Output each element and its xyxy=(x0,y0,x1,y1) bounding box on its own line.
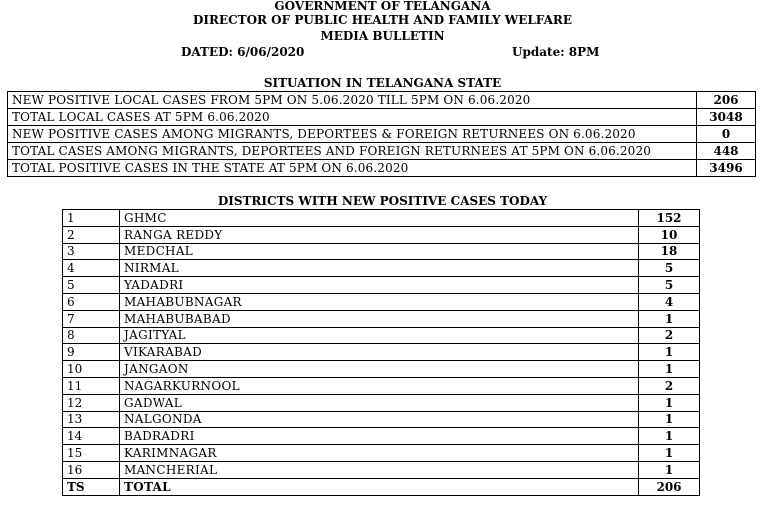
situation-table-body xyxy=(8,92,756,177)
situation-table xyxy=(7,91,756,177)
situation-label: NEW POSITIVE CASES AMONG MIGRANTS, DEPORTEES & FOREIGN RETURNEES ON 6.06.2020 xyxy=(8,126,697,143)
district-number: 14 xyxy=(63,428,120,445)
district-count: 1 xyxy=(639,361,700,378)
header-government: GOVERNMENT OF TELANGANA xyxy=(274,0,491,13)
total-name: TOTAL xyxy=(120,478,639,495)
situation-value: 0 xyxy=(697,126,756,143)
district-count: 1 xyxy=(639,310,700,327)
district-name: JAGITYAL xyxy=(120,327,639,344)
district-name: BADRADRI xyxy=(120,428,639,445)
district-name: JANGAON xyxy=(120,361,639,378)
district-row xyxy=(63,428,700,445)
situation-row xyxy=(8,92,756,109)
bulletin-date: DATED: 6/06/2020 xyxy=(181,45,305,59)
situation-row xyxy=(8,143,756,160)
district-name: MANCHERIAL xyxy=(120,461,639,478)
district-row xyxy=(63,394,700,411)
situation-row xyxy=(8,160,756,177)
header-directorate: DIRECTOR OF PUBLIC HEALTH AND FAMILY WELFARE xyxy=(192,13,573,27)
district-count: 1 xyxy=(639,445,700,462)
district-row xyxy=(63,243,700,260)
district-name: MAHABUBABAD xyxy=(120,310,639,327)
header-media-bulletin: MEDIA BULLETIN xyxy=(320,29,445,43)
district-row xyxy=(63,361,700,378)
district-number: 13 xyxy=(63,411,120,428)
district-row xyxy=(63,260,700,277)
district-name: MAHABUBNAGAR xyxy=(120,293,639,310)
district-row xyxy=(63,293,700,310)
district-number: 4 xyxy=(63,260,120,277)
district-count: 1 xyxy=(639,411,700,428)
district-count: 18 xyxy=(639,243,700,260)
district-count: 10 xyxy=(639,226,700,243)
district-number: 15 xyxy=(63,445,120,462)
situation-title: SITUATION IN TELANGANA STATE xyxy=(263,76,502,90)
district-count: 1 xyxy=(639,428,700,445)
district-count: 5 xyxy=(639,260,700,277)
total-count: 206 xyxy=(639,478,700,495)
situation-label: TOTAL LOCAL CASES AT 5PM 6.06.2020 xyxy=(8,109,697,126)
district-row xyxy=(63,377,700,394)
district-number: 2 xyxy=(63,226,120,243)
district-row xyxy=(63,327,700,344)
district-number: 7 xyxy=(63,310,120,327)
district-row xyxy=(63,461,700,478)
district-count: 1 xyxy=(639,394,700,411)
district-name: GADWAL xyxy=(120,394,639,411)
districts-table xyxy=(62,209,700,496)
district-row xyxy=(63,445,700,462)
situation-value: 448 xyxy=(697,143,756,160)
district-name: GHMC xyxy=(120,210,639,227)
district-name: NIRMAL xyxy=(120,260,639,277)
district-count: 1 xyxy=(639,461,700,478)
situation-label: TOTAL POSITIVE CASES IN THE STATE AT 5PM ON 6.06.2020 xyxy=(8,160,697,177)
bulletin-update-time: Update: 8PM xyxy=(512,45,600,59)
situation-value: 3048 xyxy=(697,109,756,126)
district-row xyxy=(63,411,700,428)
district-number: 1 xyxy=(63,210,120,227)
district-number: 8 xyxy=(63,327,120,344)
district-name: NAGARKURNOOL xyxy=(120,377,639,394)
district-count: 4 xyxy=(639,293,700,310)
districts-table-body xyxy=(63,210,700,496)
district-count: 2 xyxy=(639,327,700,344)
districts-total-row xyxy=(63,478,700,495)
district-name: VIKARABAD xyxy=(120,344,639,361)
district-row xyxy=(63,310,700,327)
district-number: 11 xyxy=(63,377,120,394)
total-no: TS xyxy=(63,478,120,495)
situation-label: TOTAL CASES AMONG MIGRANTS, DEPORTEES AND FOREIGN RETURNEES AT 5PM ON 6.06.2020 xyxy=(8,143,697,160)
district-name: MEDCHAL xyxy=(120,243,639,260)
district-row xyxy=(63,210,700,227)
situation-value: 206 xyxy=(697,92,756,109)
district-number: 5 xyxy=(63,277,120,294)
district-name: RANGA REDDY xyxy=(120,226,639,243)
district-row xyxy=(63,226,700,243)
district-row xyxy=(63,277,700,294)
districts-title: DISTRICTS WITH NEW POSITIVE CASES TODAY xyxy=(217,194,548,208)
situation-label: NEW POSITIVE LOCAL CASES FROM 5PM ON 5.06.2020 TILL 5PM ON 6.06.2020 xyxy=(8,92,697,109)
district-count: 1 xyxy=(639,344,700,361)
district-count: 2 xyxy=(639,377,700,394)
district-number: 16 xyxy=(63,461,120,478)
district-number: 3 xyxy=(63,243,120,260)
district-name: NALGONDA xyxy=(120,411,639,428)
district-name: YADADRI xyxy=(120,277,639,294)
situation-row xyxy=(8,109,756,126)
situation-value: 3496 xyxy=(697,160,756,177)
district-number: 12 xyxy=(63,394,120,411)
district-count: 152 xyxy=(639,210,700,227)
district-count: 5 xyxy=(639,277,700,294)
district-number: 6 xyxy=(63,293,120,310)
district-name: KARIMNAGAR xyxy=(120,445,639,462)
district-number: 10 xyxy=(63,361,120,378)
district-row xyxy=(63,344,700,361)
district-number: 9 xyxy=(63,344,120,361)
situation-row xyxy=(8,126,756,143)
